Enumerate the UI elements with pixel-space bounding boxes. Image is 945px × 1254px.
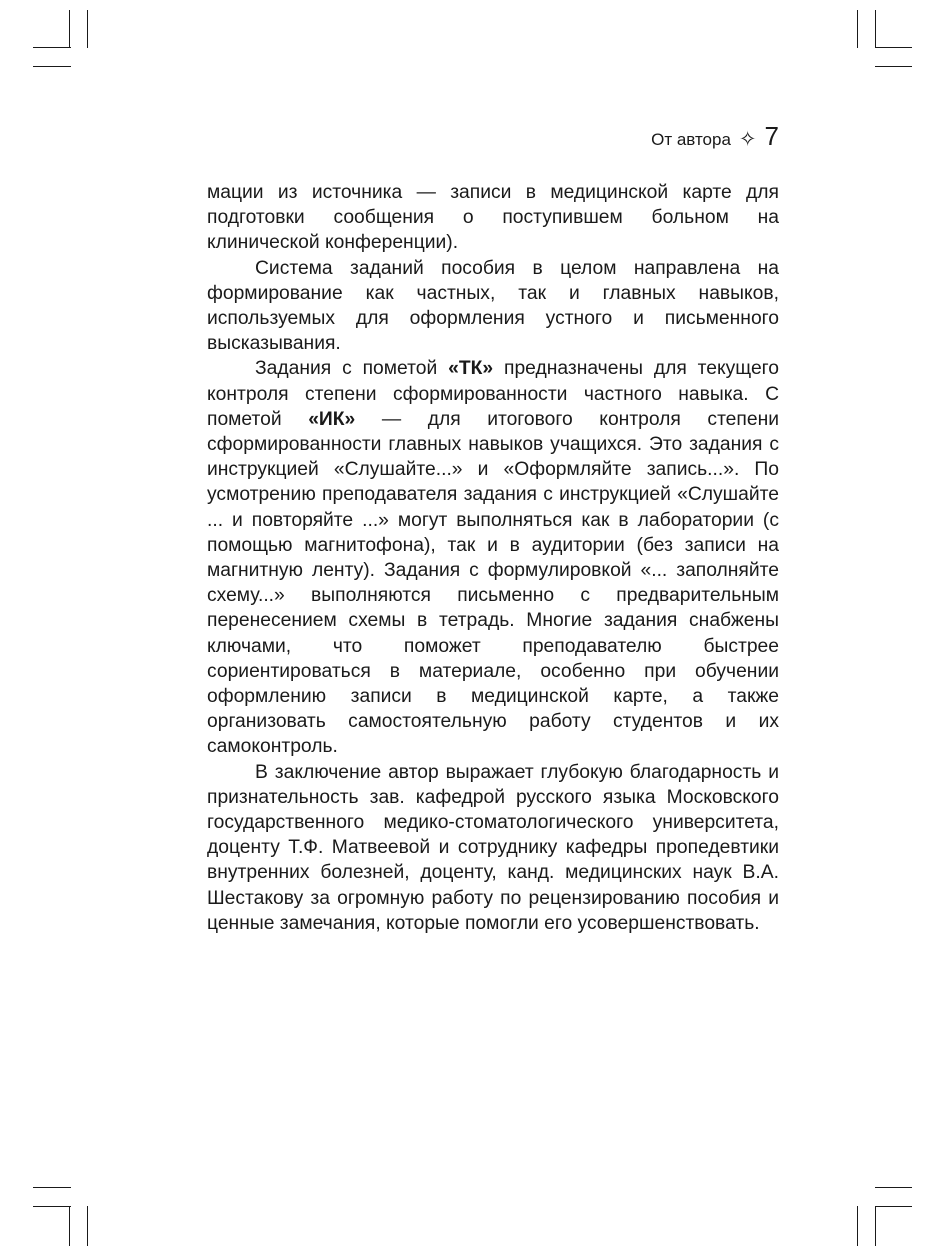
crop-mark bbox=[69, 1206, 70, 1246]
crop-mark bbox=[33, 66, 71, 67]
crop-mark bbox=[875, 10, 876, 48]
crop-mark bbox=[857, 1206, 858, 1246]
star-ornament-icon: ✧ bbox=[738, 128, 757, 151]
paragraph-2: Система заданий пособия в целом направлена на формирование как частных, так и главных навыков, используемых для оформления устного и письменного высказывания. bbox=[207, 257, 779, 355]
ik-mark: «ИК» bbox=[308, 408, 356, 430]
crop-mark bbox=[87, 10, 88, 48]
paragraph-1: мации из источника — записи в медицинской карте для подготовки сообщения о поступившем больном на клинической конференции). bbox=[207, 182, 779, 254]
paragraph-3 bbox=[207, 356, 779, 759]
crop-mark bbox=[33, 1206, 71, 1207]
running-head bbox=[651, 121, 779, 152]
crop-mark bbox=[69, 10, 70, 48]
paragraph-4: В заключение автор выражает глубокую благодарность и признательность зав. кафедрой русского языка Московского государственного медико-стоматологического университета, доценту Т.Ф. Матвеевой и сотруднику кафедры пропедевтики внутренних болезней, доценту, канд. медицинских наук В.А. Шестакову за огромную работу по рецензированию пособия и ценные замечания, которые помогли его усовершенствовать. bbox=[207, 761, 779, 934]
paragraph-3-text: предназначены для текущего контроля степени сформированности частного навыка. С пометой bbox=[207, 358, 779, 430]
crop-mark bbox=[33, 47, 71, 48]
paragraph-3-text: Задания с пометой bbox=[255, 358, 449, 380]
crop-mark bbox=[875, 1187, 912, 1188]
crop-mark bbox=[875, 1206, 912, 1207]
crop-mark bbox=[87, 1206, 88, 1246]
crop-mark bbox=[875, 1206, 876, 1246]
page-number: 7 bbox=[764, 121, 779, 151]
crop-mark bbox=[875, 66, 912, 67]
crop-mark bbox=[875, 47, 912, 48]
crop-mark bbox=[857, 10, 858, 48]
paragraph-3-text: — для итогового контроля степени сформированности главных навыков учащихся. Это задания с инструкцией «Слушайте...» и «Оформляйте запись...». По усмотрению преподавателя задания с инструкцией «Слушайте ... и повторяйте ...» могут выполняться как в лаборатории (с помощью магнитофона), так и в аудитории (без записи на магнитную ленту). Задания с формулировкой «... заполняйте схему...» выполняются письменно с предварительным перенесением схемы в тетрадь. Многие задания снабжены ключами, что поможет преподавателю быстрее сориентироваться в материале, особенно при обучении оформлению записи в медицинской карте, а также организовать самостоятельную работу студентов и их самоконтроль. bbox=[207, 408, 779, 758]
crop-mark bbox=[33, 1187, 71, 1188]
tk-mark: «ТК» bbox=[448, 358, 494, 380]
body-text bbox=[207, 180, 779, 936]
section-title: От автора bbox=[651, 130, 731, 149]
